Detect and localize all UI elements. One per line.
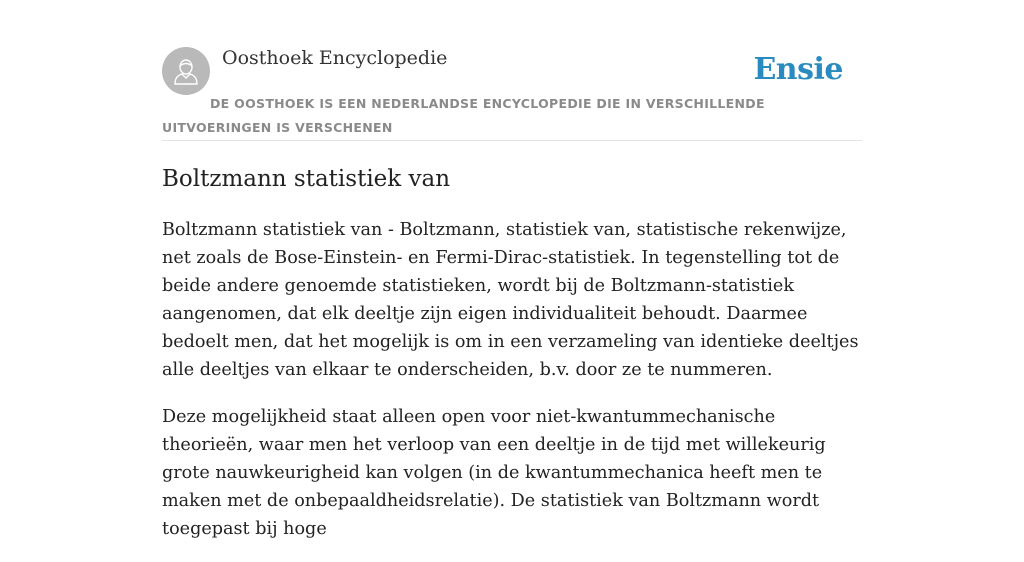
user-outline-icon [162,47,210,95]
source-header [162,46,862,141]
source-tagline: DE OOSTHOEK IS EEN NEDERLANDSE ENCYCLOPEDIE DIE IN VERSCHILLENDE UITVOERINGEN IS VERSCHENEN [162,96,765,135]
article-title: Boltzmann statistiek van [162,166,451,192]
article-paragraph: Boltzmann statistiek van - Boltzmann, statistiek van, statistische rekenwijze, net zoals de Bose-Einstein- en Fermi-Dirac-statistiek. In tegenstelling tot de beide andere genoemde statistieken, wordt bij de Boltzmann-statistiek aangenomen, dat elk deeltje zijn eigen individualiteit behoudt. Daarmee bedoelt men, dat het mogelijk is om in een verzameling van identieke deeltjes alle deeltjes van elkaar te onderscheiden, b.v. door ze te nummeren. [162,220,859,380]
ensie-logo[interactable]: Ensie [753,52,843,87]
article-paragraph: Deze mogelijkheid staat alleen open voor niet-kwantummechanische theorieën, waar men het verloop van een deeltje in de tijd met willekeurig grote nauwkeurigheid kan volgen (in de kwantummechanica heeft men te maken met de onbepaaldheidsrelatie). De statistiek van Boltzmann wordt toegepast bij hoge [162,407,826,539]
source-name[interactable]: Oosthoek Encyclopedie [222,47,448,69]
user-avatar-icon[interactable] [162,47,210,95]
article-body [162,216,862,562]
